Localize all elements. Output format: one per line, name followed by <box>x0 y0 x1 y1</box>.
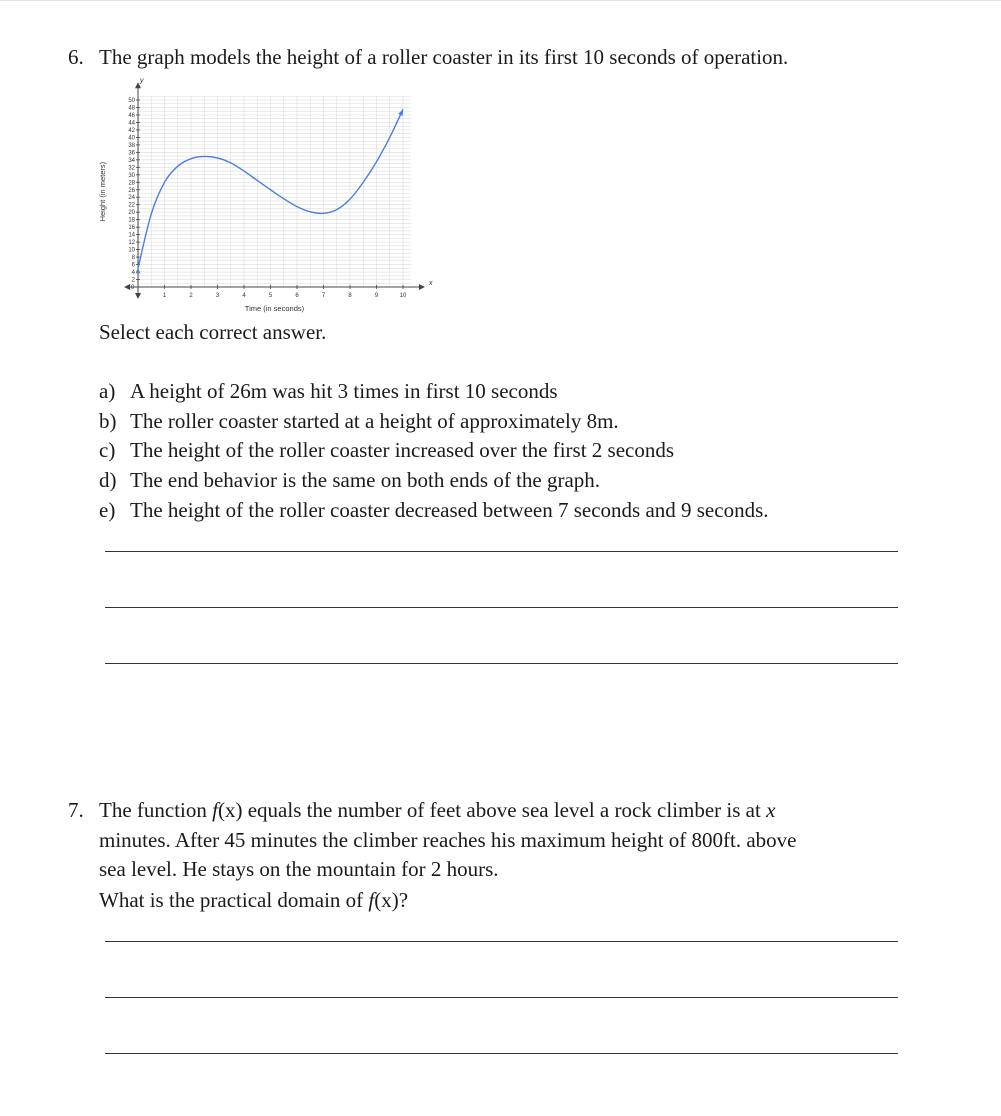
y-tick-label: 48 <box>128 105 135 112</box>
choice-label: a) <box>99 379 116 403</box>
choice-text: The height of the roller coaster increased over the first 2 seconds <box>130 438 675 462</box>
x-tick-label: 7 <box>321 293 326 299</box>
x-tick-label: 1 <box>162 293 167 299</box>
y-tick-label: 22 <box>128 202 135 209</box>
y-tick-label: 32 <box>128 165 135 172</box>
y-tick-label: 6 <box>131 262 135 269</box>
y-tick-label: 18 <box>128 217 135 224</box>
answer-line-q6-3[interactable] <box>105 663 898 664</box>
choice-label: c) <box>99 438 116 462</box>
answer-line-q6-2[interactable] <box>105 607 898 608</box>
choice-label: d) <box>99 468 117 492</box>
y-tick-label: 2 <box>131 277 135 284</box>
choice-a[interactable] <box>99 377 558 406</box>
question-6-instruction: Select each correct answer. <box>99 320 327 344</box>
y-tick-label: 44 <box>128 120 135 127</box>
question-7-line-1 <box>99 796 775 825</box>
top-border <box>0 0 1001 1</box>
y-axis-arrow-down <box>135 293 141 299</box>
answer-line-q7-2[interactable] <box>105 997 898 998</box>
choice-text: A height of 26m was hit 3 times in first 10 seconds <box>130 379 558 403</box>
y-tick-label: 8 <box>131 255 135 262</box>
y-tick-label: 50 <box>128 98 135 104</box>
question-6-text: The graph models the height of a roller coaster in its first 10 seconds of operation. <box>99 45 789 69</box>
x-tick-label: 3 <box>215 293 220 299</box>
y-tick-label: 36 <box>128 150 135 157</box>
y-tick-label: 42 <box>128 127 135 134</box>
f-symbol: f <box>368 888 375 912</box>
y-tick-label: 30 <box>128 172 135 179</box>
f-symbol: f <box>212 798 218 822</box>
y-tick-label: 26 <box>128 187 135 194</box>
choice-e[interactable] <box>99 496 769 525</box>
x-tick-label: 2 <box>189 293 193 299</box>
y-tick-label: 28 <box>128 180 135 187</box>
y-tick-label: 10 <box>128 247 135 254</box>
y-tick-label: 20 <box>128 210 135 217</box>
choice-text: The end behavior is the same on both ends of the graph. <box>130 468 601 492</box>
x-axis-letter: x <box>428 280 433 287</box>
curve-start-marker <box>136 268 141 273</box>
x-tick-label: 6 <box>295 293 299 299</box>
y-tick-label: 40 <box>128 135 135 142</box>
answer-line-q7-3[interactable] <box>105 1053 898 1054</box>
y-tick-label: 46 <box>128 112 135 119</box>
choice-text: The height of the roller coaster decreased between 7 seconds and 9 seconds. <box>130 498 769 522</box>
q7-text: (x) equals the number of feet above sea level a rock climber is at <box>217 798 767 822</box>
answer-line-q6-1[interactable] <box>105 551 898 552</box>
choice-label: b) <box>99 409 117 433</box>
x-axis-arrow-left <box>124 284 130 290</box>
q7-text: (x)? <box>374 888 409 912</box>
y-tick-label: 34 <box>128 157 135 164</box>
y-tick-label: 24 <box>128 195 135 202</box>
question-7-line-2: minutes. After 45 minutes the climber reaches his maximum height of 800ft. above <box>99 828 797 852</box>
y-tick-label: 16 <box>128 225 135 232</box>
x-symbol: x <box>766 798 776 822</box>
x-tick-label: 9 <box>374 293 379 299</box>
x-axis-title: Time (in seconds) <box>244 304 305 313</box>
y-tick-label: 14 <box>128 232 135 239</box>
x-tick-label: 8 <box>348 293 352 299</box>
x-axis-arrow-right <box>419 284 425 290</box>
q7-text: The function <box>99 798 213 822</box>
choice-label: e) <box>99 498 116 522</box>
y-axis-letter: y <box>140 77 144 85</box>
x-tick-label: 4 <box>242 293 246 299</box>
q7-text: What is the practical domain of <box>99 888 369 912</box>
choice-d[interactable] <box>99 466 600 495</box>
y-tick-label: 38 <box>128 142 135 149</box>
y-tick-label: 12 <box>128 240 135 247</box>
question-7-number: 7. <box>68 798 84 822</box>
question-7-line-3: sea level. He stays on the mountain for 2 hours. <box>99 857 499 881</box>
x-tick-label: 10 <box>399 293 407 299</box>
question-6-number: 6. <box>68 45 84 69</box>
roller-coaster-chart <box>85 73 445 318</box>
choice-text: The roller coaster started at a height of approximately 8m. <box>130 409 619 433</box>
x-tick-label: 5 <box>268 293 273 299</box>
y-axis-title: Height (in meters) <box>98 161 107 222</box>
question-7-line-4 <box>99 886 408 915</box>
y-tick-label: 4 <box>131 270 135 277</box>
answer-line-q7-1[interactable] <box>105 941 898 942</box>
choice-c[interactable] <box>99 436 674 465</box>
choice-b[interactable] <box>99 407 619 436</box>
origin-label: 0 <box>131 285 135 291</box>
